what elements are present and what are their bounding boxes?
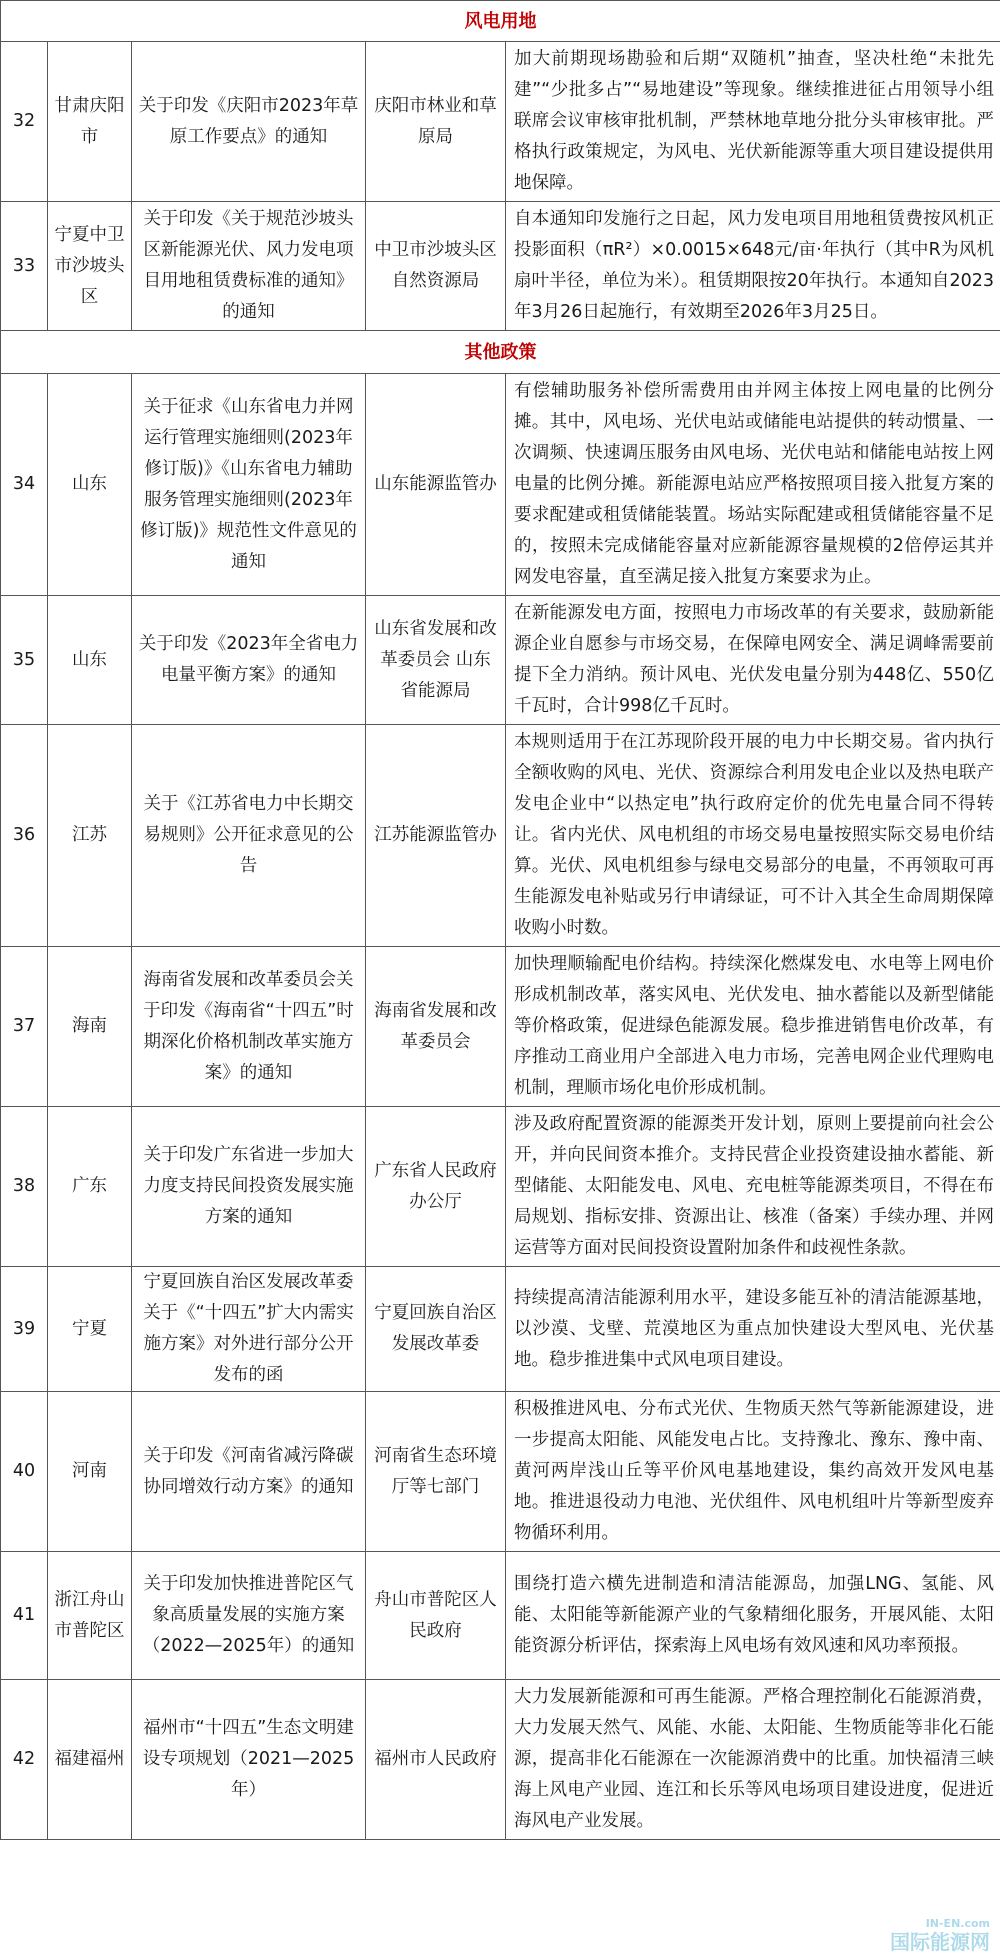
table-row bbox=[1, 374, 1000, 596]
row-content: 大力发展新能源和可再生能源。严格合理控制化石能源消费，大力发展天然气、风能、水能、太阳能、生物质能等非化石能源，提高非化石能源在一次能源消费中的比重。加快福清三峡海上风电产业园、连江和长乐等风电场项目建设进度，促进近海风电产业发展。 bbox=[506, 1680, 1000, 1840]
row-document-title: 宁夏回族自治区发展改革委关于《“十四五”扩大内需实施方案》对外进行部分公开发布的函 bbox=[132, 1267, 366, 1392]
row-content: 在新能源发电方面，按照电力市场改革的有关要求，鼓励新能源企业自愿参与市场交易，在保障电网安全、满足调峰需要前提下全力消纳。预计风电、光伏发电量分别为448亿、550亿千瓦时，合计998亿千瓦时。 bbox=[506, 596, 1000, 725]
section-title: 风电用地 bbox=[1, 1, 1000, 42]
row-document-title: 关于《江苏省电力中长期交易规则》公开征求意见的公告 bbox=[132, 725, 366, 947]
row-document-title: 福州市“十四五”生态文明建设专项规划（2021—2025年） bbox=[132, 1680, 366, 1840]
row-region: 江苏 bbox=[48, 725, 132, 947]
row-document-title: 关于印发《河南省减污降碳协同增效行动方案》的通知 bbox=[132, 1392, 366, 1552]
row-number: 37 bbox=[1, 947, 48, 1107]
table-row bbox=[1, 1267, 1000, 1392]
row-region: 山东 bbox=[48, 374, 132, 596]
row-number: 32 bbox=[1, 42, 48, 202]
row-region: 广东 bbox=[48, 1107, 132, 1267]
row-number: 39 bbox=[1, 1267, 48, 1392]
row-number: 36 bbox=[1, 725, 48, 947]
table-row bbox=[1, 42, 1000, 202]
row-department: 中卫市沙坡头区自然资源局 bbox=[366, 202, 506, 331]
row-region: 福建福州 bbox=[48, 1680, 132, 1840]
table-row bbox=[1, 596, 1000, 725]
row-document-title: 关于印发《庆阳市2023年草原工作要点》的通知 bbox=[132, 42, 366, 202]
row-content: 涉及政府配置资源的能源类开发计划，原则上要提前向社会公开，并向民间资本推介。支持民营企业投资建设抽水蓄能、新型储能、太阳能发电、风电、充电桩等能源类项目，不得在布局规划、指标安排、资源出让、核准（备案）手续办理、并网运营等方面对民间投资设置附加条件和歧视性条款。 bbox=[506, 1107, 1000, 1267]
row-number: 38 bbox=[1, 1107, 48, 1267]
row-region: 宁夏 bbox=[48, 1267, 132, 1392]
row-number: 41 bbox=[1, 1552, 48, 1680]
row-document-title: 关于印发广东省进一步加大力度支持民间投资发展实施方案的通知 bbox=[132, 1107, 366, 1267]
row-department: 广东省人民政府办公厅 bbox=[366, 1107, 506, 1267]
table-row bbox=[1, 725, 1000, 947]
row-number: 34 bbox=[1, 374, 48, 596]
row-content: 围绕打造六横先进制造和清洁能源岛，加强LNG、氢能、风能、太阳能等新能源产业的气象精细化服务，开展风能、太阳能资源分析评估，探索海上风电场有效风速和风功率预报。 bbox=[506, 1552, 1000, 1680]
row-region: 甘肃庆阳市 bbox=[48, 42, 132, 202]
row-department: 河南省生态环境厅等七部门 bbox=[366, 1392, 506, 1552]
row-document-title: 关于印发《2023年全省电力电量平衡方案》的通知 bbox=[132, 596, 366, 725]
section-title: 其他政策 bbox=[1, 331, 1000, 374]
row-region: 山东 bbox=[48, 596, 132, 725]
row-department: 庆阳市林业和草原局 bbox=[366, 42, 506, 202]
row-content: 自本通知印发施行之日起，风力发电项目用地租赁费按风机正投影面积（πR²）×0.0015×648元/亩·年执行（其中R为风机扇叶半径，单位为米）。租赁期限按20年执行。本通知自2023年3月26日起施行，有效期至2026年3月25日。 bbox=[506, 202, 1000, 331]
row-content: 本规则适用于在江苏现阶段开展的电力中长期交易。省内执行全额收购的风电、光伏、资源综合利用发电企业以及热电联产发电企业中“以热定电”执行政府定价的优先电量合同不得转让。省内光伏、风电机组的市场交易电量按照实际交易电价结算。光伏、风电机组参与绿电交易部分的电量，不再领取可再生能源发电补贴或另行申请绿证，可不计入其全生命周期保障收购小时数。 bbox=[506, 725, 1000, 947]
row-document-title: 海南省发展和改革委员会关于印发《海南省“十四五”时期深化价格机制改革实施方案》的通知 bbox=[132, 947, 366, 1107]
row-content: 加大前期现场勘验和后期“双随机”抽查，坚决杜绝“未批先建”“少批多占”“易地建设”等现象。继续推进征占用领导小组联席会议审核审批机制，严禁林地草地分批分头审核审批。严格执行政策规定，为风电、光伏新能源等重大项目建设提供用地保障。 bbox=[506, 42, 1000, 202]
row-content: 加快理顺输配电价结构。持续深化燃煤发电、水电等上网电价形成机制改革，落实风电、光伏发电、抽水蓄能以及新型储能等价格政策，促进绿色能源发展。稳步推进销售电价改革，有序推动工商业用户全部进入电力市场，完善电网企业代理购电机制，理顺市场化电价形成机制。 bbox=[506, 947, 1000, 1107]
row-region: 河南 bbox=[48, 1392, 132, 1552]
watermark-logo bbox=[890, 1915, 990, 1954]
row-department: 福州市人民政府 bbox=[366, 1680, 506, 1840]
row-document-title: 关于征求《山东省电力并网运行管理实施细则(2023年修订版)》《山东省电力辅助服务管理实施细则(2023年修订版)》规范性文件意见的通知 bbox=[132, 374, 366, 596]
table-row bbox=[1, 1107, 1000, 1267]
table-row bbox=[1, 1680, 1000, 1840]
row-number: 35 bbox=[1, 596, 48, 725]
watermark-url: IN-EN.com bbox=[925, 1917, 990, 1930]
table-row bbox=[1, 1392, 1000, 1552]
row-department: 山东省发展和改革委员会 山东省能源局 bbox=[366, 596, 506, 725]
row-content: 积极推进风电、分布式光伏、生物质天然气等新能源建设，进一步提高太阳能、风能发电占比。支持豫北、豫东、豫中南、黄河两岸浅山丘等平价风电基地建设，集约高效开发风电基地。推进退役动力电池、光伏组件、风电机组叶片等新型废弃物循环利用。 bbox=[506, 1392, 1000, 1552]
row-department: 江苏能源监管办 bbox=[366, 725, 506, 947]
row-document-title: 关于印发《关于规范沙坡头区新能源光伏、风力发电项目用地租赁费标准的通知》的通知 bbox=[132, 202, 366, 331]
section-header-row bbox=[1, 331, 1000, 374]
row-number: 33 bbox=[1, 202, 48, 331]
row-region: 宁夏中卫市沙坡头区 bbox=[48, 202, 132, 331]
section-header-row bbox=[1, 1, 1000, 42]
row-department: 舟山市普陀区人民政府 bbox=[366, 1552, 506, 1680]
watermark-brand: 国际能源网 bbox=[890, 1930, 990, 1954]
row-department: 山东能源监管办 bbox=[366, 374, 506, 596]
table-row bbox=[1, 202, 1000, 331]
table-row bbox=[1, 1552, 1000, 1680]
row-region: 海南 bbox=[48, 947, 132, 1107]
row-content: 持续提高清洁能源利用水平，建设多能互补的清洁能源基地，以沙漠、戈壁、荒漠地区为重点加快建设大型风电、光伏基地。稳步推进集中式风电项目建设。 bbox=[506, 1267, 1000, 1392]
row-number: 42 bbox=[1, 1680, 48, 1840]
row-department: 海南省发展和改革委员会 bbox=[366, 947, 506, 1107]
row-document-title: 关于印发加快推进普陀区气象高质量发展的实施方案（2022—2025年）的通知 bbox=[132, 1552, 366, 1680]
table-row bbox=[1, 947, 1000, 1107]
row-department: 宁夏回族自治区发展改革委 bbox=[366, 1267, 506, 1392]
row-number: 40 bbox=[1, 1392, 48, 1552]
row-region: 浙江舟山市普陀区 bbox=[48, 1552, 132, 1680]
row-content: 有偿辅助服务补偿所需费用由并网主体按上网电量的比例分摊。其中，风电场、光伏电站或储能电站提供的转动惯量、一次调频、快速调压服务由风电场、光伏电站和储能电站按上网电量的比例分摊。新能源电站应严格按照项目接入批复方案的要求配建或租赁储能装置。场站实际配建或租赁储能容量不足的，按照未完成储能容量对应新能源容量规模的2倍停运其并网发电容量，直至满足接入批复方案要求为止。 bbox=[506, 374, 1000, 596]
